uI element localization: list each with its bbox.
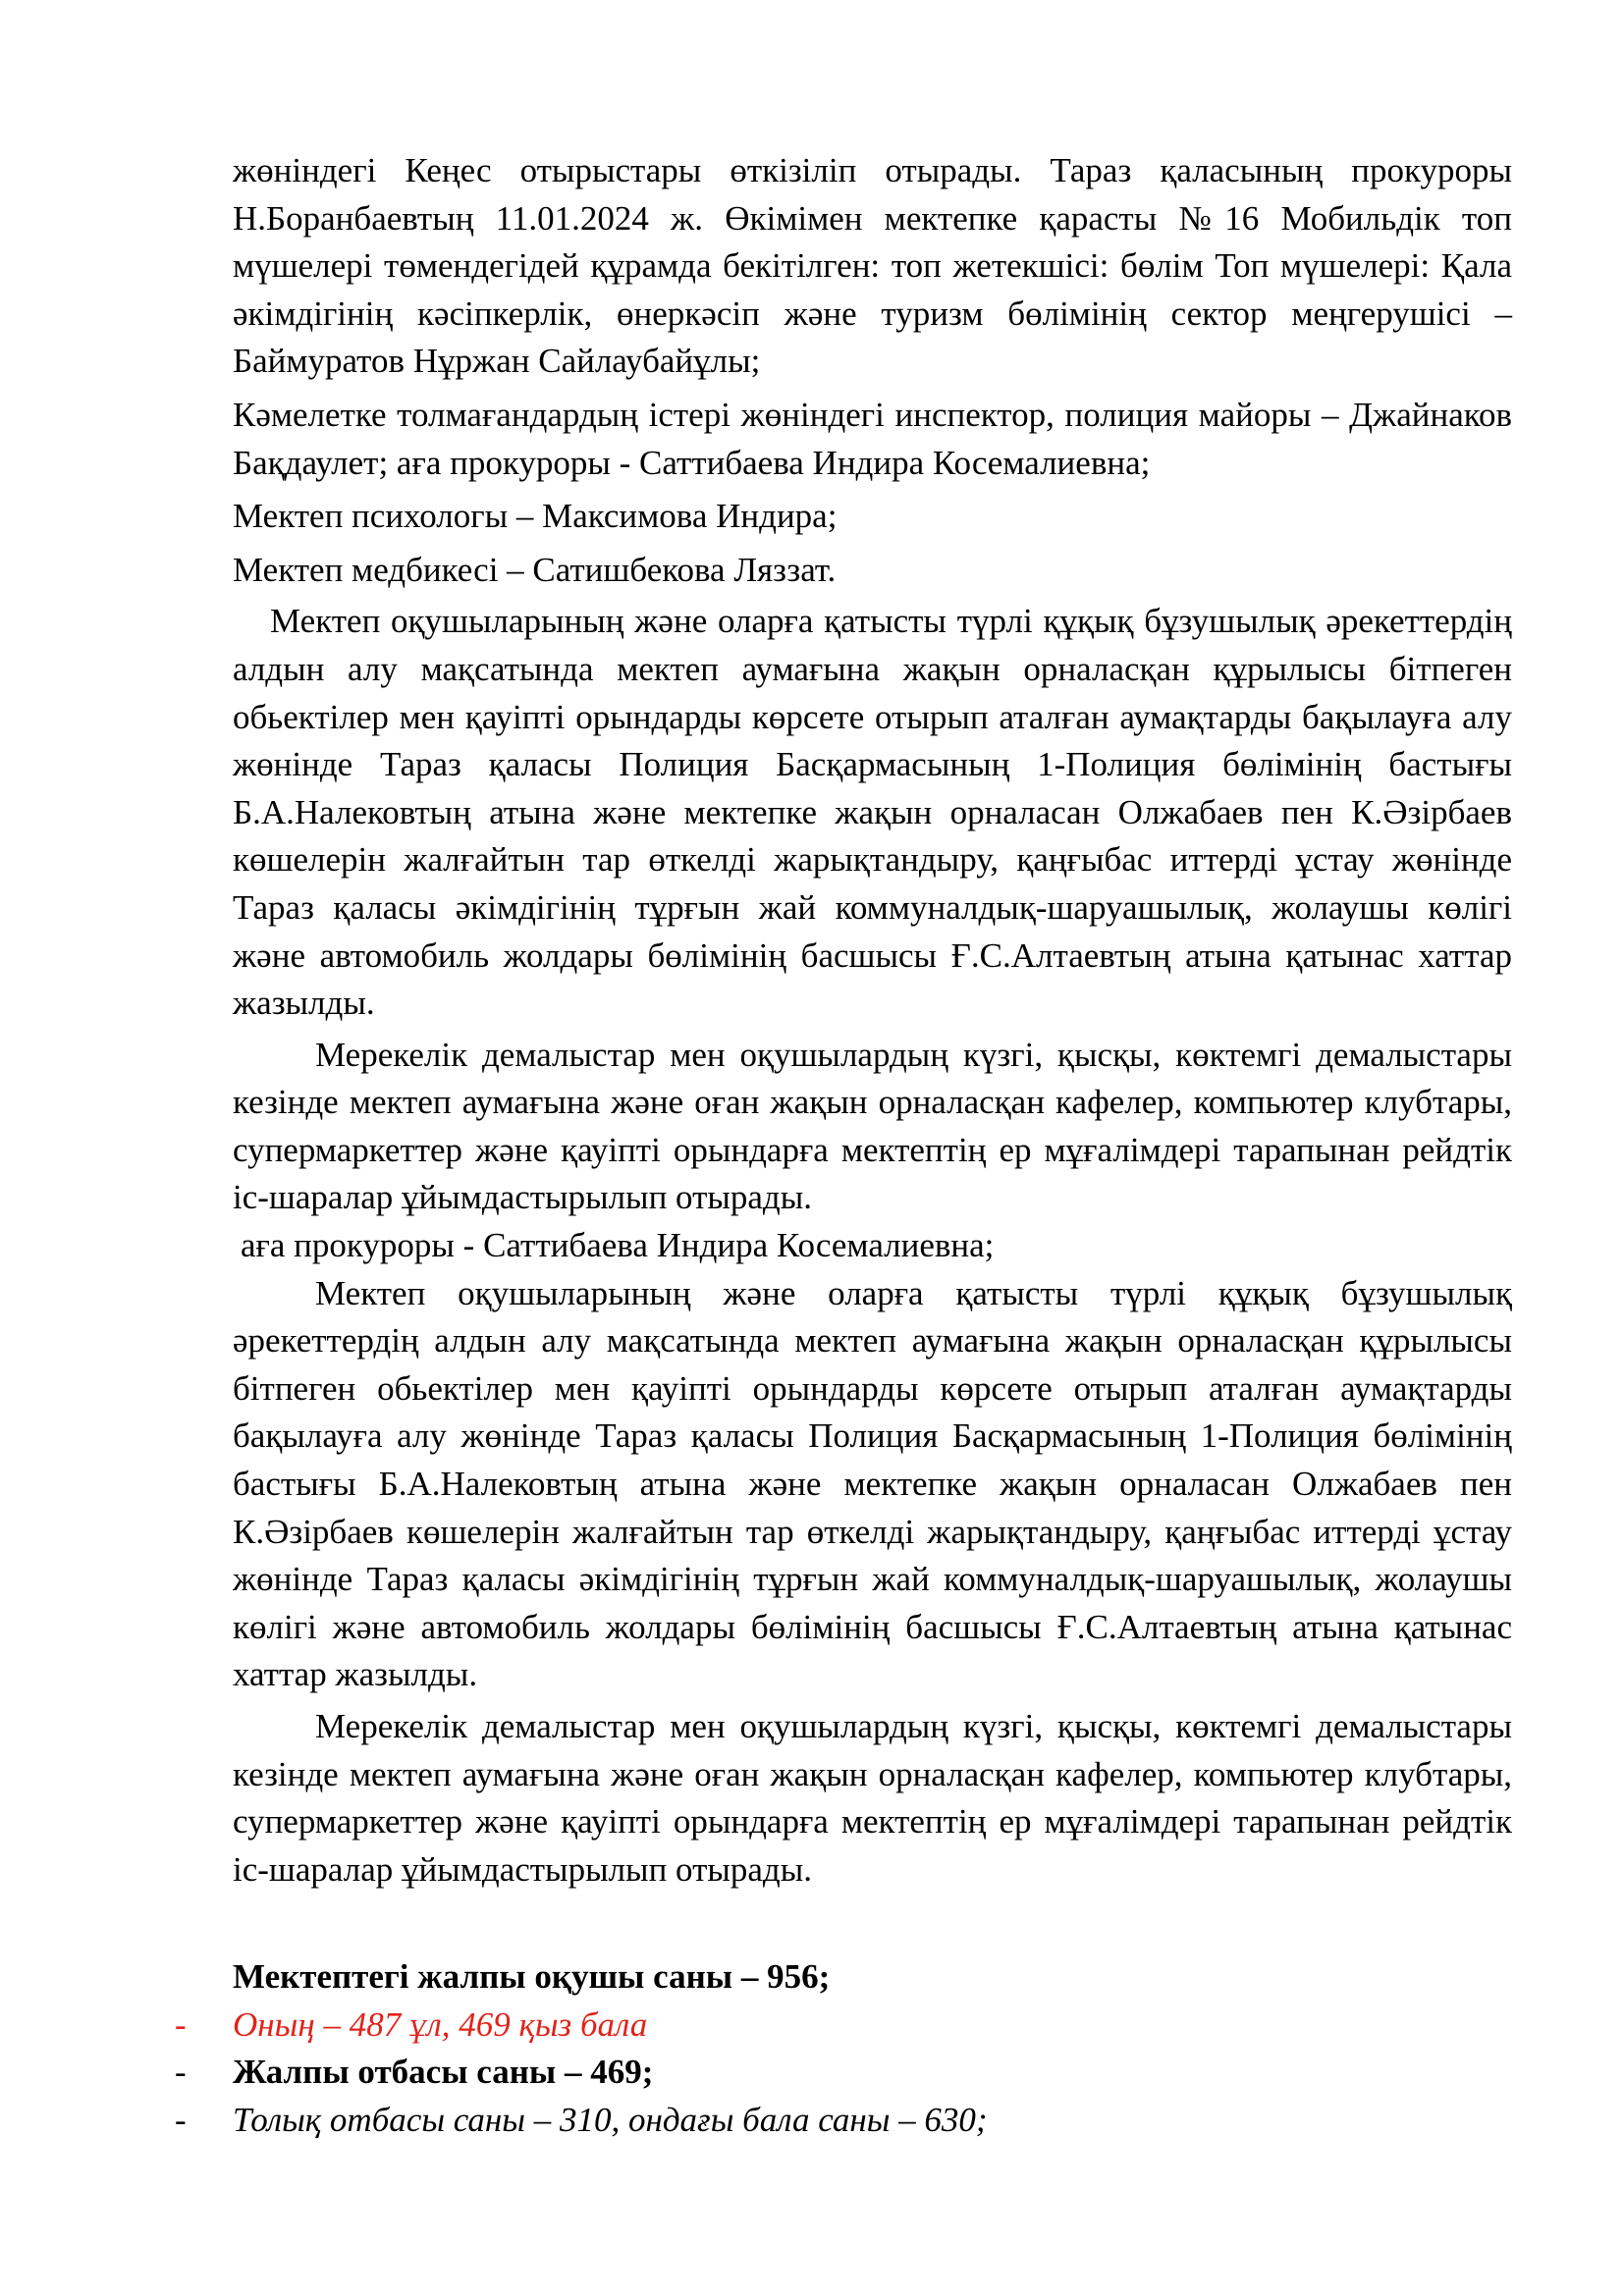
stat-gender-breakdown-text: Оның – 487 ұл, 469 қыз бала	[233, 2004, 648, 2044]
paragraph-holiday-raids: Мерекелік демалыстар мен оқушылардың күзгі, қысқы, көктемгі демалыстары кезінде мектеп аумағына және оған жақын орналасқан кафелер, компьютер клубтары, супермаркеттер және қауіпті орындарға мектептің ер мұғалімдері тарапынан рейдтік іс-шаралар ұйымдастырылып отырады.	[233, 1035, 1512, 1217]
paragraph-prosecutor: аға прокуроры - Саттибаева Индира Косемалиевна;	[241, 1226, 995, 1265]
paragraph-prevention-letters: Мектеп оқушыларының және оларға қатысты түрлі құқық бұзушылық әрекеттердің алдын алу мақсатында мектеп аумағына жақын орналасқан құрылысы бітпеген обьектілер мен қауіпті орындарды көрсете отырып аталған аумақтарды бақылауға алу жөнінде Тараз қаласы Полиция Басқармасының 1-Полиция бөлімінің бастығы Б.А.Налековтың атына және мектепке жақын орналасан Олжабаев пен К.Әзірбаев көшелерін жалғайтын тар өткелді жарықтандыру, қаңғыбас иттерді ұстау жөнінде Тараз қаласы әкімдігінің тұрғын жай коммуналдық-шаруашылық, жолаушы көлігі және автомобиль жолдары бөлімінің басшысы Ғ.С.Алтаевтың атына қатынас хаттар жазылды.	[233, 602, 1512, 1023]
stat-total-families	[175, 2049, 1530, 2097]
list-bullet-dash: -	[175, 2004, 187, 2044]
paragraph-mobile-group: жөніндегі Кеңес отырыстары өткізіліп отырады. Тараз қаласының прокуроры Н.Боранбаевтың 11.01.2024 ж. Өкімімен мектепке қарасты №16 Мобильдік топ мүшелері төмендегідей құрамда бекітілген: топ жетекшісі: бөлім Топ мүшелері: Қала әкімдігінің кәсіпкерлік, өнеркәсіп және туризм бөлімінің сектор меңгерушісі – Баймуратов Нұржан Сайлаубайұлы;	[233, 151, 1512, 381]
list-bullet-dash: -	[175, 2100, 187, 2139]
paragraph-holiday-raids-repeat: Мерекелік демалыстар мен оқушылардың күзгі, қысқы, көктемгі демалыстары кезінде мектеп аумағына және оған жақын орналасқан кафелер, компьютер клубтары, супермаркеттер және қауіпті орындарға мектептің ер мұғалімдері тарапынан рейдтік іс-шаралар ұйымдастырылып отырады.	[233, 1707, 1512, 1889]
stat-total-families-text: Жалпы отбасы саны – 469;	[233, 2053, 654, 2092]
stat-full-families-text: Толық отбасы саны – 310, ондағы бала саны – 630;	[233, 2100, 988, 2139]
stat-total-students	[175, 1953, 1530, 2002]
paragraph-psychologist: Мектеп психологы – Максимова Индира;	[233, 497, 838, 536]
stat-total-students-text: Мектептегі жалпы оқушы саны – 956;	[233, 1957, 831, 1996]
student-statistics	[175, 1953, 1530, 2144]
document-body	[233, 147, 1512, 1894]
paragraph-nurse: Мектеп медбикесі – Сатишбекова Ляззат.	[233, 550, 837, 589]
paragraph-prevention-letters-repeat: Мектеп оқушыларының және оларға қатысты түрлі құқық бұзушылық әрекеттердің алдын алу мақсатында мектеп аумағына жақын орналасқан құрылысы бітпеген обьектілер мен қауіпті орындарды көрсете отырып аталған аумақтарды бақылауға алу жөнінде Тараз қаласы Полиция Басқармасының 1-Полиция бөлімінің бастығы Б.А.Налековтың атына және мектепке жақын орналасан Олжабаев пен К.Әзірбаев көшелерін жалғайтын тар өткелді жарықтандыру, қаңғыбас иттерді ұстау жөнінде Тараз қаласы әкімдігінің тұрғын жай коммуналдық-шаруашылық, жолаушы көлігі және автомобиль жолдары бөлімінің басшысы Ғ.С.Алтаевтың атына қатынас хаттар жазылды.	[233, 1273, 1512, 1694]
paragraph-inspector: Кәмелетке толмағандардың істері жөніндегі инспектор, полиция майоры – Джайнаков Бақдаулет; аға прокуроры - Саттибаева Индира Косемалиевна;	[233, 395, 1512, 482]
stat-full-families	[175, 2097, 1530, 2145]
stat-gender-breakdown	[175, 2002, 1530, 2050]
list-bullet-dash: -	[175, 2053, 187, 2092]
